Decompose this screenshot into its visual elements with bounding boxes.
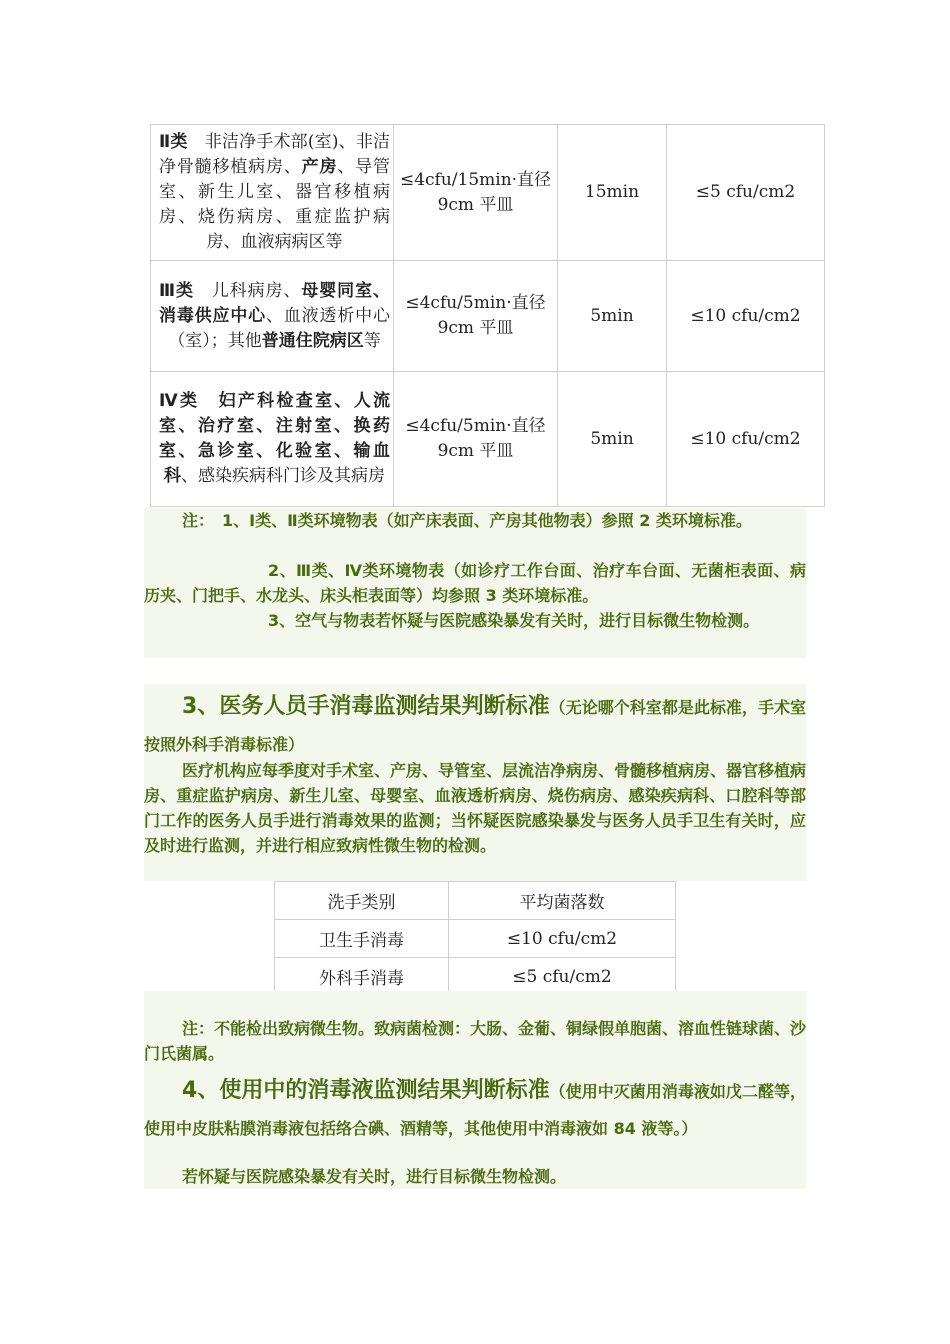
note-2: 2、Ⅲ类、Ⅳ类环境物表（如诊疗工作台面、治疗车台面、无菌柜表面、病历夹、门把手、水龙头、床头柜表面等）均参照 3 类环境标准。 <box>144 561 806 605</box>
category-label: Ⅱ类 <box>159 132 188 152</box>
table-row <box>275 920 676 958</box>
table-row <box>151 125 825 261</box>
section-3-title: 3、医务人员手消毒监测结果判断标准 <box>182 694 550 719</box>
table-cell: ≤10 cfu/cm2 <box>449 920 676 958</box>
pathogen-note: 注：不能检出致病微生物。致病菌检测：大肠、金葡、铜绿假单胞菌、溶血性链球菌、沙门氏菌属。 <box>144 1019 807 1063</box>
exposure-time-cell: 5min <box>558 372 667 507</box>
section-3-title-note: （无论哪个科室都是此标准，手术室按照外科手消毒标准） <box>144 698 806 754</box>
category-label: Ⅳ类 <box>159 391 200 411</box>
category-cell <box>151 261 394 372</box>
table-cell: ≤5 cfu/cm2 <box>449 958 676 996</box>
surface-standard-cell: ≤10 cfu/cm2 <box>667 372 825 507</box>
category-desc-bold: 普通住院病区 <box>261 330 364 351</box>
category-desc: 儿科病房、 <box>193 280 302 301</box>
category-cell <box>151 125 394 261</box>
section-4-heading <box>144 1072 806 1147</box>
hand-disinfection-table <box>274 881 676 996</box>
table-row <box>275 958 676 996</box>
air-standard-cell: ≤4cfu/5min·直径 9cm 平皿 <box>394 372 558 507</box>
category-desc: 、感染疾病科门诊及其病房 <box>181 466 385 486</box>
environment-standard-table <box>150 124 825 507</box>
section-3-heading <box>144 688 806 763</box>
air-standard-cell: ≤4cfu/5min·直径 9cm 平皿 <box>394 261 558 372</box>
column-header: 平均菌落数 <box>449 882 676 920</box>
category-label: Ⅲ类 <box>159 280 194 301</box>
table-cell: 外科手消毒 <box>275 958 449 996</box>
table-row <box>151 261 825 372</box>
category-desc: 、血液透析中心（室）；其他 <box>168 305 390 351</box>
category-desc-bold: 母婴同室、消毒供应中心 <box>159 280 390 326</box>
exposure-time-cell: 5min <box>558 261 667 372</box>
section-4-title: 4、使用中的消毒液监测结果判断标准 <box>182 1078 550 1103</box>
air-standard-cell: ≤4cfu/15min·直径 9cm 平皿 <box>394 125 558 261</box>
category-desc-bold: 产房 <box>301 157 338 177</box>
category-desc: 非洁净手术部(室)、非洁净骨髓移植病房、 <box>159 132 390 177</box>
section-4-title-note: （使用中灭菌用消毒液如戊二醛等，使用中皮肤粘膜消毒液包括络合碘、酒精等，其他使用中消毒液如 84 液等。） <box>144 1082 806 1138</box>
column-header: 洗手类别 <box>275 882 449 920</box>
category-desc: 等 <box>363 330 381 351</box>
category-cell <box>151 372 394 507</box>
section-4-body: 若怀疑与医院感染暴发有关时，进行目标微生物检测。 <box>182 1167 567 1186</box>
table-header-row <box>275 882 676 920</box>
surface-standard-cell: ≤5 cfu/cm2 <box>667 125 825 261</box>
note-3: 3、空气与物表若怀疑与医院感染暴发有关时，进行目标微生物检测。 <box>268 611 760 630</box>
category-desc-bold: 妇产科检查室、人流室、治疗室、注射室、换药室、急诊室、化验室、输血科 <box>159 391 390 486</box>
surface-standard-cell: ≤10 cfu/cm2 <box>667 261 825 372</box>
exposure-time-cell: 15min <box>558 125 667 261</box>
table-row <box>151 372 825 507</box>
note-1: 注： 1、Ⅰ类、Ⅱ类环境物表（如产床表面、产房其他物表）参照 2 类环境标准。 <box>182 511 752 530</box>
table-cell: 卫生手消毒 <box>275 920 449 958</box>
section-3-body: 医疗机构应每季度对手术室、产房、导管室、层流洁净病房、骨髓移植病房、器官移植病房、重症监护病房、新生儿室、母婴室、血液透析病房、烧伤病房、感染疾病科、口腔科等部门工作的医务人员手进行消毒效果的监测；当怀疑医院感染暴发与医务人员手卫生有关时，应及时进行监测，并进行相应致病性微生物的检测。 <box>144 761 807 855</box>
category-desc: 、导管室、新生儿室、器官移植病房、烧伤病房、重症监护病房、血液病病区等 <box>159 157 391 252</box>
